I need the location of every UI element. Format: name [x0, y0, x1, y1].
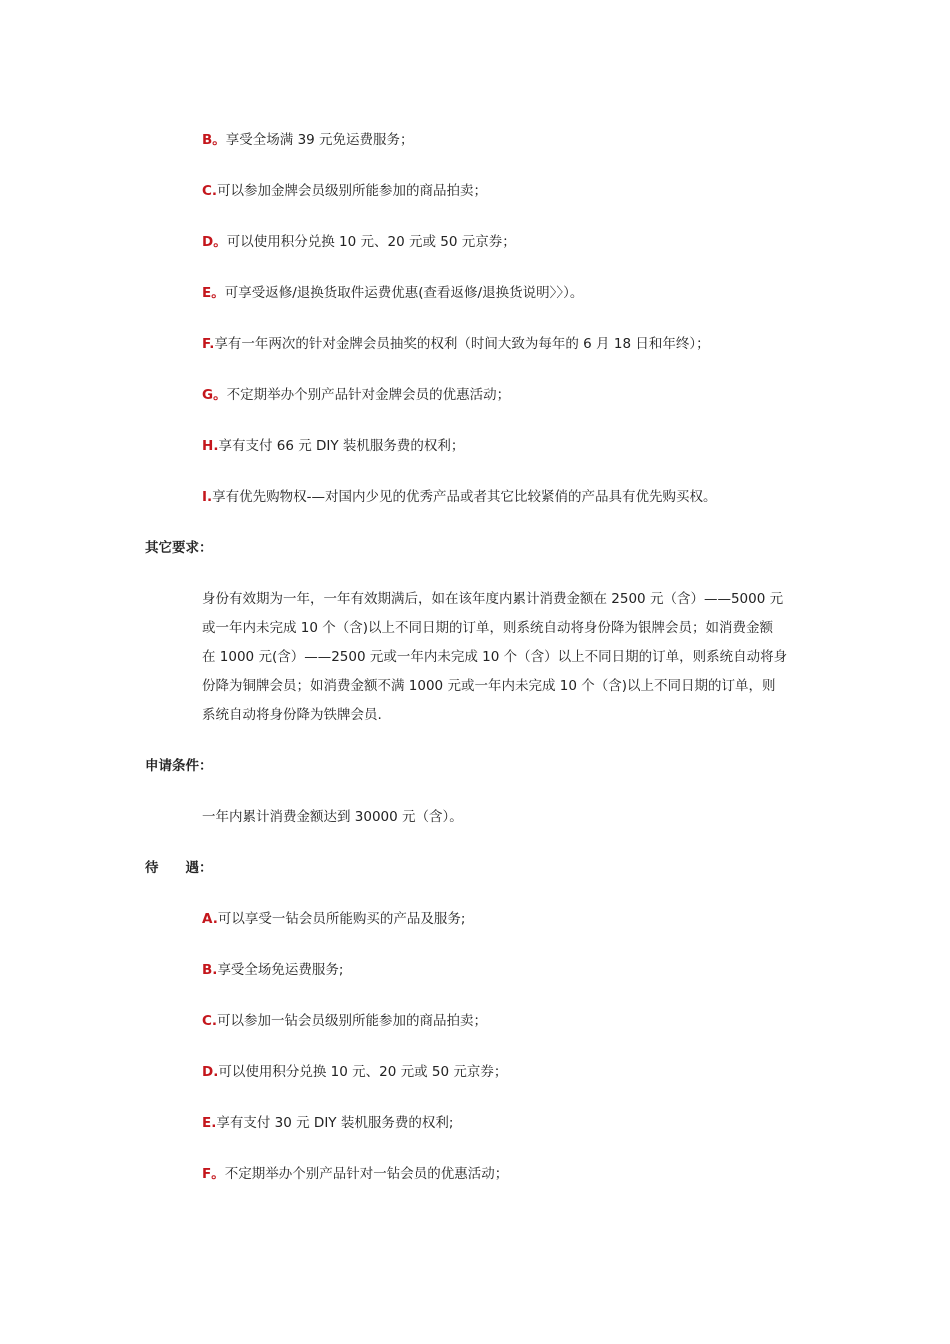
item-letter: D — [202, 1064, 214, 1080]
item-letter: E — [202, 285, 212, 301]
treatment-item-c: C.可以参加一钻会员级别所能参加的商品拍卖； — [202, 1013, 488, 1029]
treatment-item-d: D.可以使用积分兑换 10 元、20 元或 50 元京券； — [202, 1064, 508, 1080]
item-text: 可以使用积分兑换 10 元、20 元或 50 元京券； — [226, 234, 516, 250]
gold-benefit-f: F.享有一年两次的针对金牌会员抽奖的权利（时间大致为每年的 6 月 18 日和年终）； — [202, 336, 710, 352]
paragraph-line: 在 1000 元(含）——2500 元或一年内未完成 10 个（含）以上不同日期的订单，则系统自动将身 — [202, 649, 788, 665]
item-letter: B — [202, 962, 213, 978]
item-letter: F — [202, 1166, 212, 1182]
item-text: 可以参加金牌会员级别所能参加的商品拍卖； — [217, 183, 488, 199]
gold-benefit-b: B。享受全场满 39 元免运费服务； — [202, 132, 414, 148]
item-text: 享受全场满 39 元免运费服务； — [225, 132, 414, 148]
paragraph-line: 或一年内未完成 10 个（含)以上不同日期的订单，则系统自动将身份降为银牌会员；如消费金额 — [202, 620, 774, 636]
other-requirements-paragraph — [202, 585, 812, 730]
item-letter: C — [202, 1013, 212, 1029]
application-text: 一年内累计消费金额达到 30000 元（含）。 — [202, 809, 463, 825]
item-text: 享有一年两次的针对金牌会员抽奖的权利（时间大致为每年的 6 月 18 日和年终）； — [214, 336, 710, 352]
gold-benefit-g: G。不定期举办个别产品针对金牌会员的优惠活动； — [202, 387, 511, 403]
application-heading: 申请条件： — [145, 758, 213, 774]
treatment-item-a: A.可以享受一钻会员所能购买的产品及服务; — [202, 911, 466, 927]
item-text: 可以使用积分兑换 10 元、20 元或 50 元京券； — [218, 1064, 508, 1080]
item-text: 可以享受一钻会员所能购买的产品及服务; — [217, 911, 466, 927]
item-letter: G — [202, 387, 214, 403]
item-letter: C — [202, 183, 212, 199]
item-letter: A — [202, 911, 213, 927]
gold-benefit-i: I.享有优先购物权-—对国内少见的优秀产品或者其它比较紧俏的产品具有优先购买权。 — [202, 489, 717, 505]
paragraph-line: 份降为铜牌会员；如消费金额不满 1000 元或一年内未完成 10 个（含)以上不同日期的订单，则 — [202, 678, 776, 694]
gold-benefit-c: C.可以参加金牌会员级别所能参加的商品拍卖； — [202, 183, 488, 199]
paragraph-line: 系统自动将身份降为铁牌会员. — [202, 707, 382, 723]
treatment-item-b: B.享受全场免运费服务; — [202, 962, 344, 978]
gold-benefit-h: H.享有支付 66 元 DIY 装机服务费的权利； — [202, 438, 465, 454]
item-letter: F — [202, 336, 210, 352]
item-text: 可享受返修/退换货取件运费优惠(查看返修/退换货说明〉〉）。 — [224, 285, 584, 301]
item-letter: B — [202, 132, 213, 148]
item-letter: E — [202, 1115, 212, 1131]
item-text: 可以参加一钻会员级别所能参加的商品拍卖； — [217, 1013, 488, 1029]
treatment-heading: 待 遇： — [145, 860, 213, 876]
item-letter: I — [202, 489, 208, 505]
item-text: 享有优先购物权-—对国内少见的优秀产品或者其它比较紧俏的产品具有优先购买权。 — [212, 489, 717, 505]
item-text: 享有支付 30 元 DIY 装机服务费的权利; — [216, 1115, 454, 1131]
item-text: 不定期举办个别产品针对一钻会员的优惠活动； — [224, 1166, 509, 1182]
item-letter: D — [202, 234, 214, 250]
treatment-item-f: F。不定期举办个别产品针对一钻会员的优惠活动； — [202, 1166, 509, 1182]
item-text: 享有支付 66 元 DIY 装机服务费的权利； — [218, 438, 465, 454]
other-requirements-heading: 其它要求： — [145, 540, 213, 556]
item-text: 不定期举办个别产品针对金牌会员的优惠活动； — [226, 387, 511, 403]
item-letter: H — [202, 438, 214, 454]
treatment-item-e: E.享有支付 30 元 DIY 装机服务费的权利; — [202, 1115, 454, 1131]
gold-benefit-d: D。可以使用积分兑换 10 元、20 元或 50 元京券； — [202, 234, 516, 250]
gold-benefit-e: E。可享受返修/退换货取件运费优惠(查看返修/退换货说明〉〉）。 — [202, 285, 584, 301]
paragraph-line: 身份有效期为一年，一年有效期满后，如在该年度内累计消费金额在 2500 元（含）——5000 元 — [202, 591, 784, 607]
item-text: 享受全场免运费服务; — [217, 962, 344, 978]
